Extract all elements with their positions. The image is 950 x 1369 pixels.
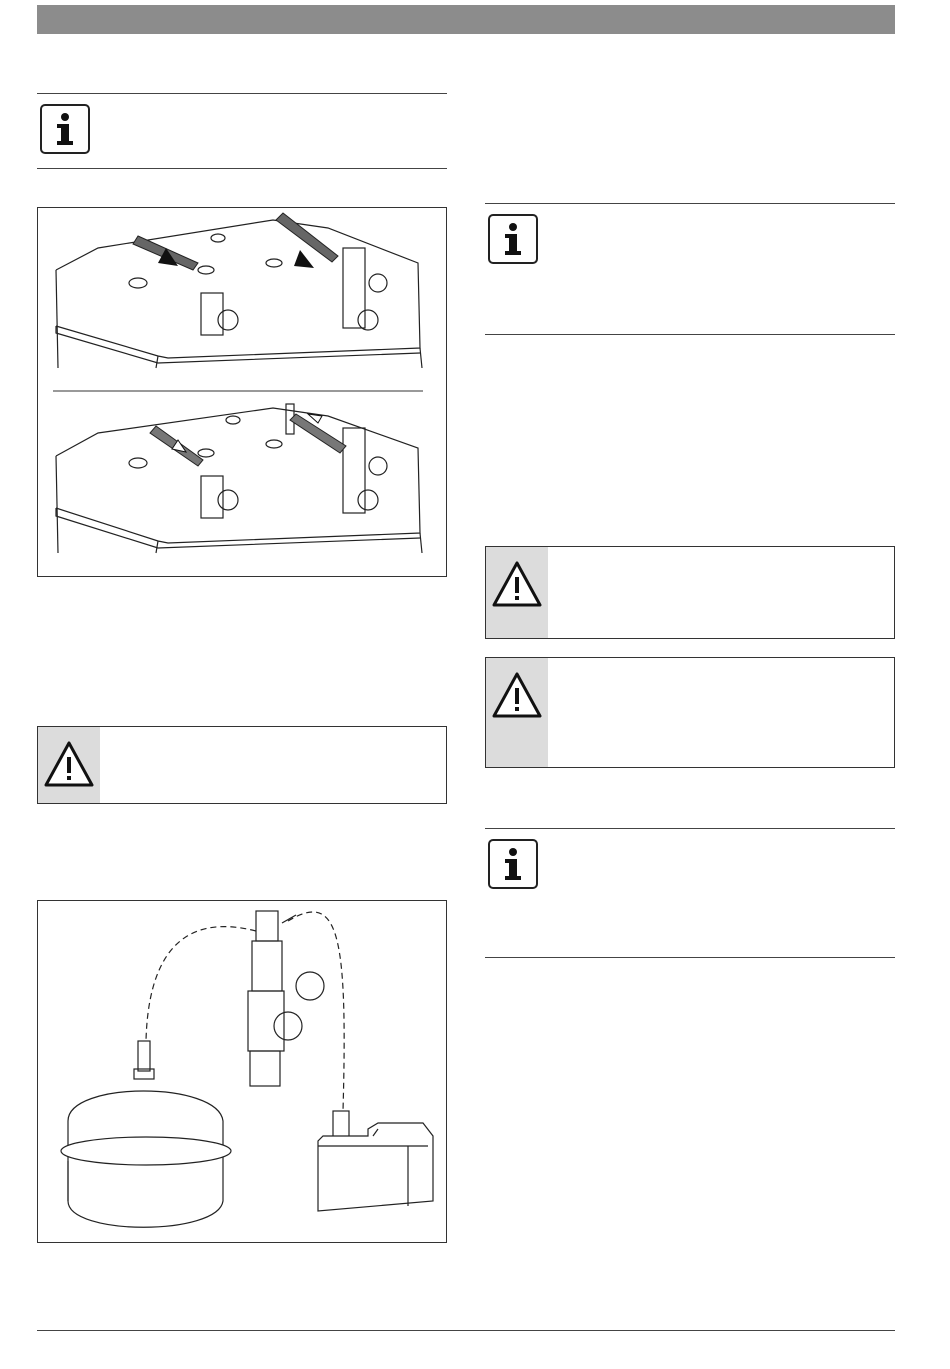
boiler-top-connections-illustration (38, 208, 446, 576)
info-icon (40, 104, 90, 154)
footer-rule (37, 1330, 895, 1331)
warning-triangle-icon (42, 739, 96, 789)
info-icon (488, 214, 538, 264)
note-bottom-rule (485, 957, 895, 958)
warning-sidebar (38, 727, 100, 803)
header-bar (37, 5, 895, 34)
warning-sidebar (486, 658, 548, 767)
note-top-rule (485, 828, 895, 829)
figure-expansion-vessel (37, 900, 447, 1243)
warning-triangle-icon (490, 670, 544, 720)
note-top-rule (37, 93, 447, 94)
warning-box (37, 726, 447, 804)
note-bottom-rule (485, 334, 895, 335)
note-bottom-rule (37, 168, 447, 169)
expansion-vessel-and-canister-illustration (38, 901, 446, 1242)
warning-triangle-icon (490, 559, 544, 609)
warning-box (485, 657, 895, 768)
warning-sidebar (486, 547, 548, 638)
note-top-rule (485, 203, 895, 204)
warning-box (485, 546, 895, 639)
figure-boiler-connections (37, 207, 447, 577)
info-icon (488, 839, 538, 889)
